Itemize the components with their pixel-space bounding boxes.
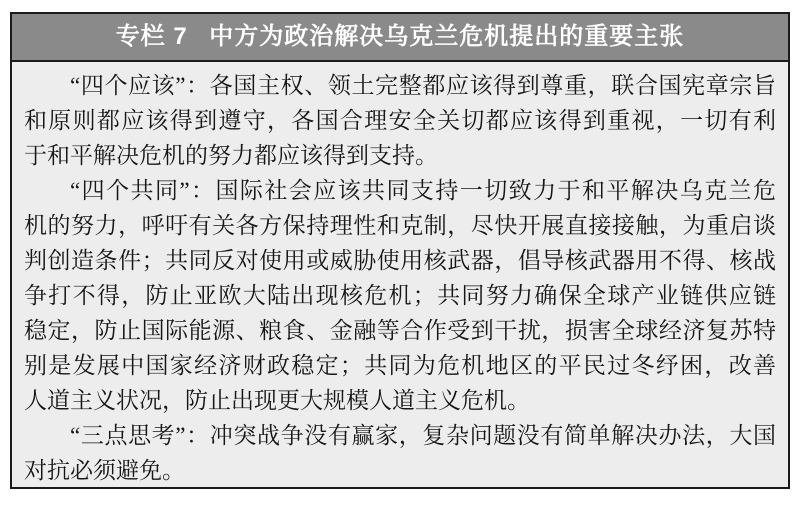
panel-header [12,14,788,62]
text-line: 稳定，防止国际能源、粮食、金融等合作受到干扰，损害全球经济复苏特 [24,318,776,343]
text-line: “四个应该”：各国主权、领土完整都应该得到尊重，联合国宪章宗旨 [70,73,776,98]
text-line: 对抗必须避免。 [24,458,185,483]
text-line: 争打不得，防止亚欧大陆出现核危机；共同努力确保全球产业链供应链 [24,283,776,308]
panel-number-label: 专栏 7 [115,23,188,50]
panel-body [12,62,788,487]
panel-title: 中方为政治解决乌克兰危机提出的重要主张 [209,23,685,50]
text-line: 于和平解决危机的努力都应该得到支持。 [24,143,438,168]
text-line: 判创造条件；共同反对使用或威胁使用核武器，倡导核武器用不得、核战 [24,248,776,273]
text-line: “三点思考”：冲突战争没有赢家，复杂问题没有简单解决办法，大国 [70,423,776,448]
text-line: 别是发展中国家经济财政稳定；共同为危机地区的平民过冬纾困，改善 [24,353,776,378]
column-panel [10,12,790,489]
text-line: 和原则都应该得到遵守，各国合理安全关切都应该得到重视，一切有利 [24,108,776,133]
text-line: 人道主义状况，防止出现更大规模人道主义危机。 [24,388,530,413]
text-line: “四个共同”：国际社会应该共同支持一切致力于和平解决乌克兰危 [70,178,776,203]
text-line: 机的努力，呼吁有关各方保持理性和克制，尽快开展直接接触，为重启谈 [24,213,776,238]
